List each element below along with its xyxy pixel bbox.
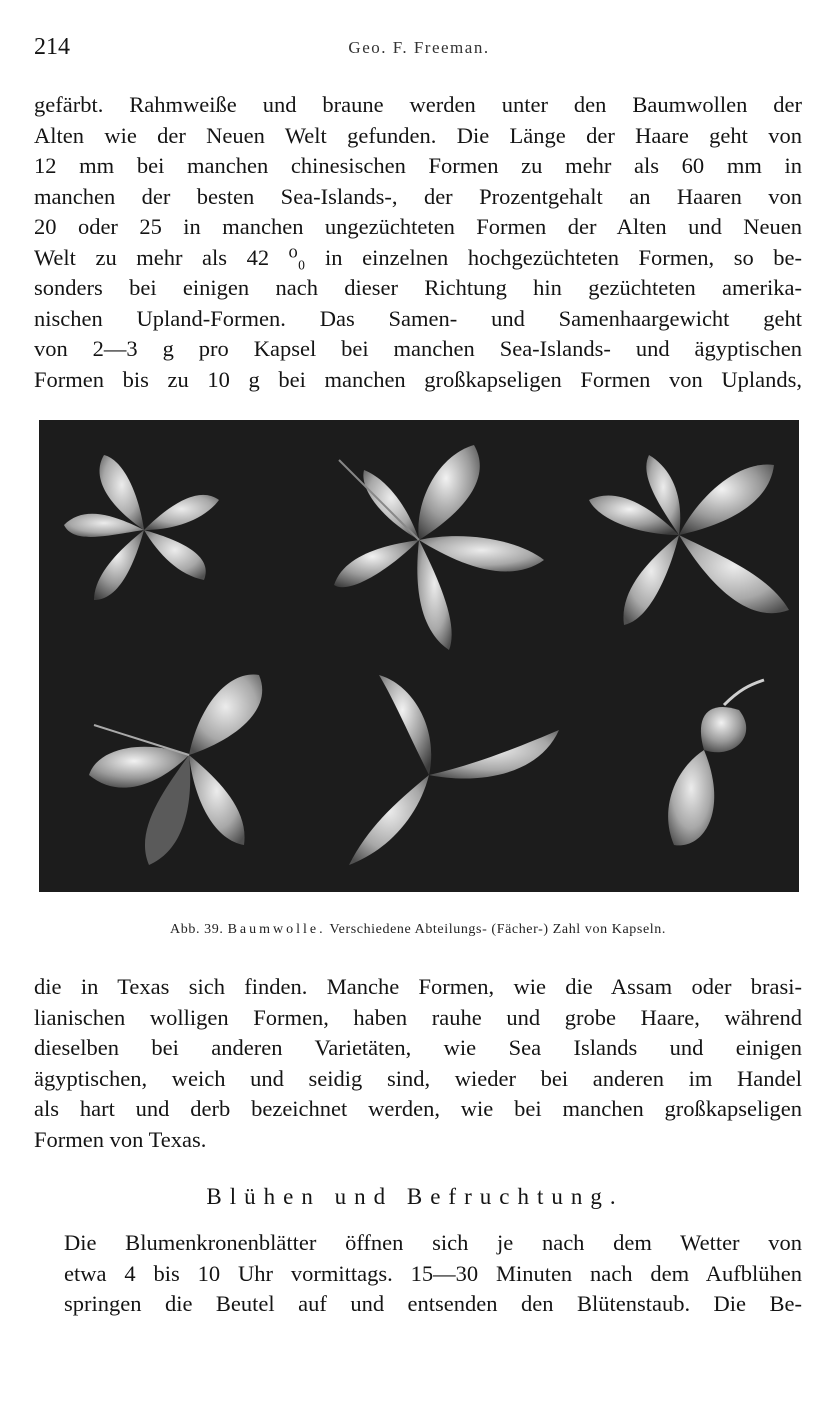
text-line: springen die Beutel auf und entsenden den Blütenstaub. Die Be- — [64, 1291, 802, 1316]
text-line: Welt zu mehr als 42 ⁰₀ in einzelnen hochgezüchteten Formen, so be- — [34, 244, 802, 270]
text-line: von 2—3 g pro Kapsel bei manchen Sea-Islands- und ägyptischen — [34, 336, 802, 361]
figure-caption — [34, 922, 802, 938]
text-line: als hart und derb bezeichnet werden, wie bei manchen großkapseligen — [34, 1096, 802, 1121]
page-header — [34, 34, 804, 64]
caption-text: Verschiedene Abteilungs- (Fächer-) Zahl von Kapseln. — [329, 922, 666, 937]
text-line: sonders bei einigen nach dieser Richtung hin gezüchteten amerika- — [34, 275, 802, 300]
text-line: nischen Upland-Formen. Das Samen- und Samenhaargewicht geht — [34, 305, 802, 331]
text-line: Formen von Texas. — [34, 1126, 207, 1152]
paragraph-2 — [34, 972, 802, 1155]
caption-title: Baumwolle. — [227, 922, 326, 937]
running-head: Geo. F. Freeman. — [348, 38, 490, 57]
text-line: gefärbt. Rahmweiße und braune werden unter den Baumwollen der — [34, 92, 802, 117]
text-line: dieselben bei anderen Varietäten, wie Sea Islands und einigen — [34, 1035, 802, 1060]
text-line: Formen bis zu 10 g bei manchen großkapseligen Formen von Uplands, — [34, 366, 802, 392]
section-heading: Blühen und Befruchtung. — [206, 1184, 624, 1209]
text-line: etwa 4 bis 10 Uhr vormittags. 15—30 Minuten nach dem Aufblühen — [64, 1260, 802, 1286]
text-line: manchen der besten Sea-Islands-, der Prozentgehalt an Haaren von — [34, 183, 802, 209]
text-line: Die Blumenkronenblätter öffnen sich je nach dem Wetter von — [64, 1230, 802, 1255]
page-number: 214 — [34, 34, 70, 60]
text-line: lianischen wolligen Formen, haben rauhe und grobe Haare, während — [34, 1004, 802, 1030]
text-line: 20 oder 25 in manchen ungezüchteten Formen der Alten und Neuen — [34, 214, 802, 239]
paragraph-3 — [34, 1228, 802, 1320]
caption-prefix: Abb. 39. — [170, 922, 224, 937]
text-line: Alten wie der Neuen Welt gefunden. Die Länge der Haare geht von — [34, 122, 802, 148]
paragraph-1 — [34, 90, 802, 395]
text-line: ägyptischen, weich und seidig sind, wieder bei anderen im Handel — [34, 1065, 802, 1091]
text-line: die in Texas sich finden. Manche Formen, wie die Assam oder brasi- — [34, 974, 802, 999]
photo-illustration — [39, 420, 799, 892]
text-line: 12 mm bei manchen chinesischen Formen zu mehr als 60 mm in — [34, 153, 802, 178]
cotton-capsules-photo — [39, 420, 799, 892]
